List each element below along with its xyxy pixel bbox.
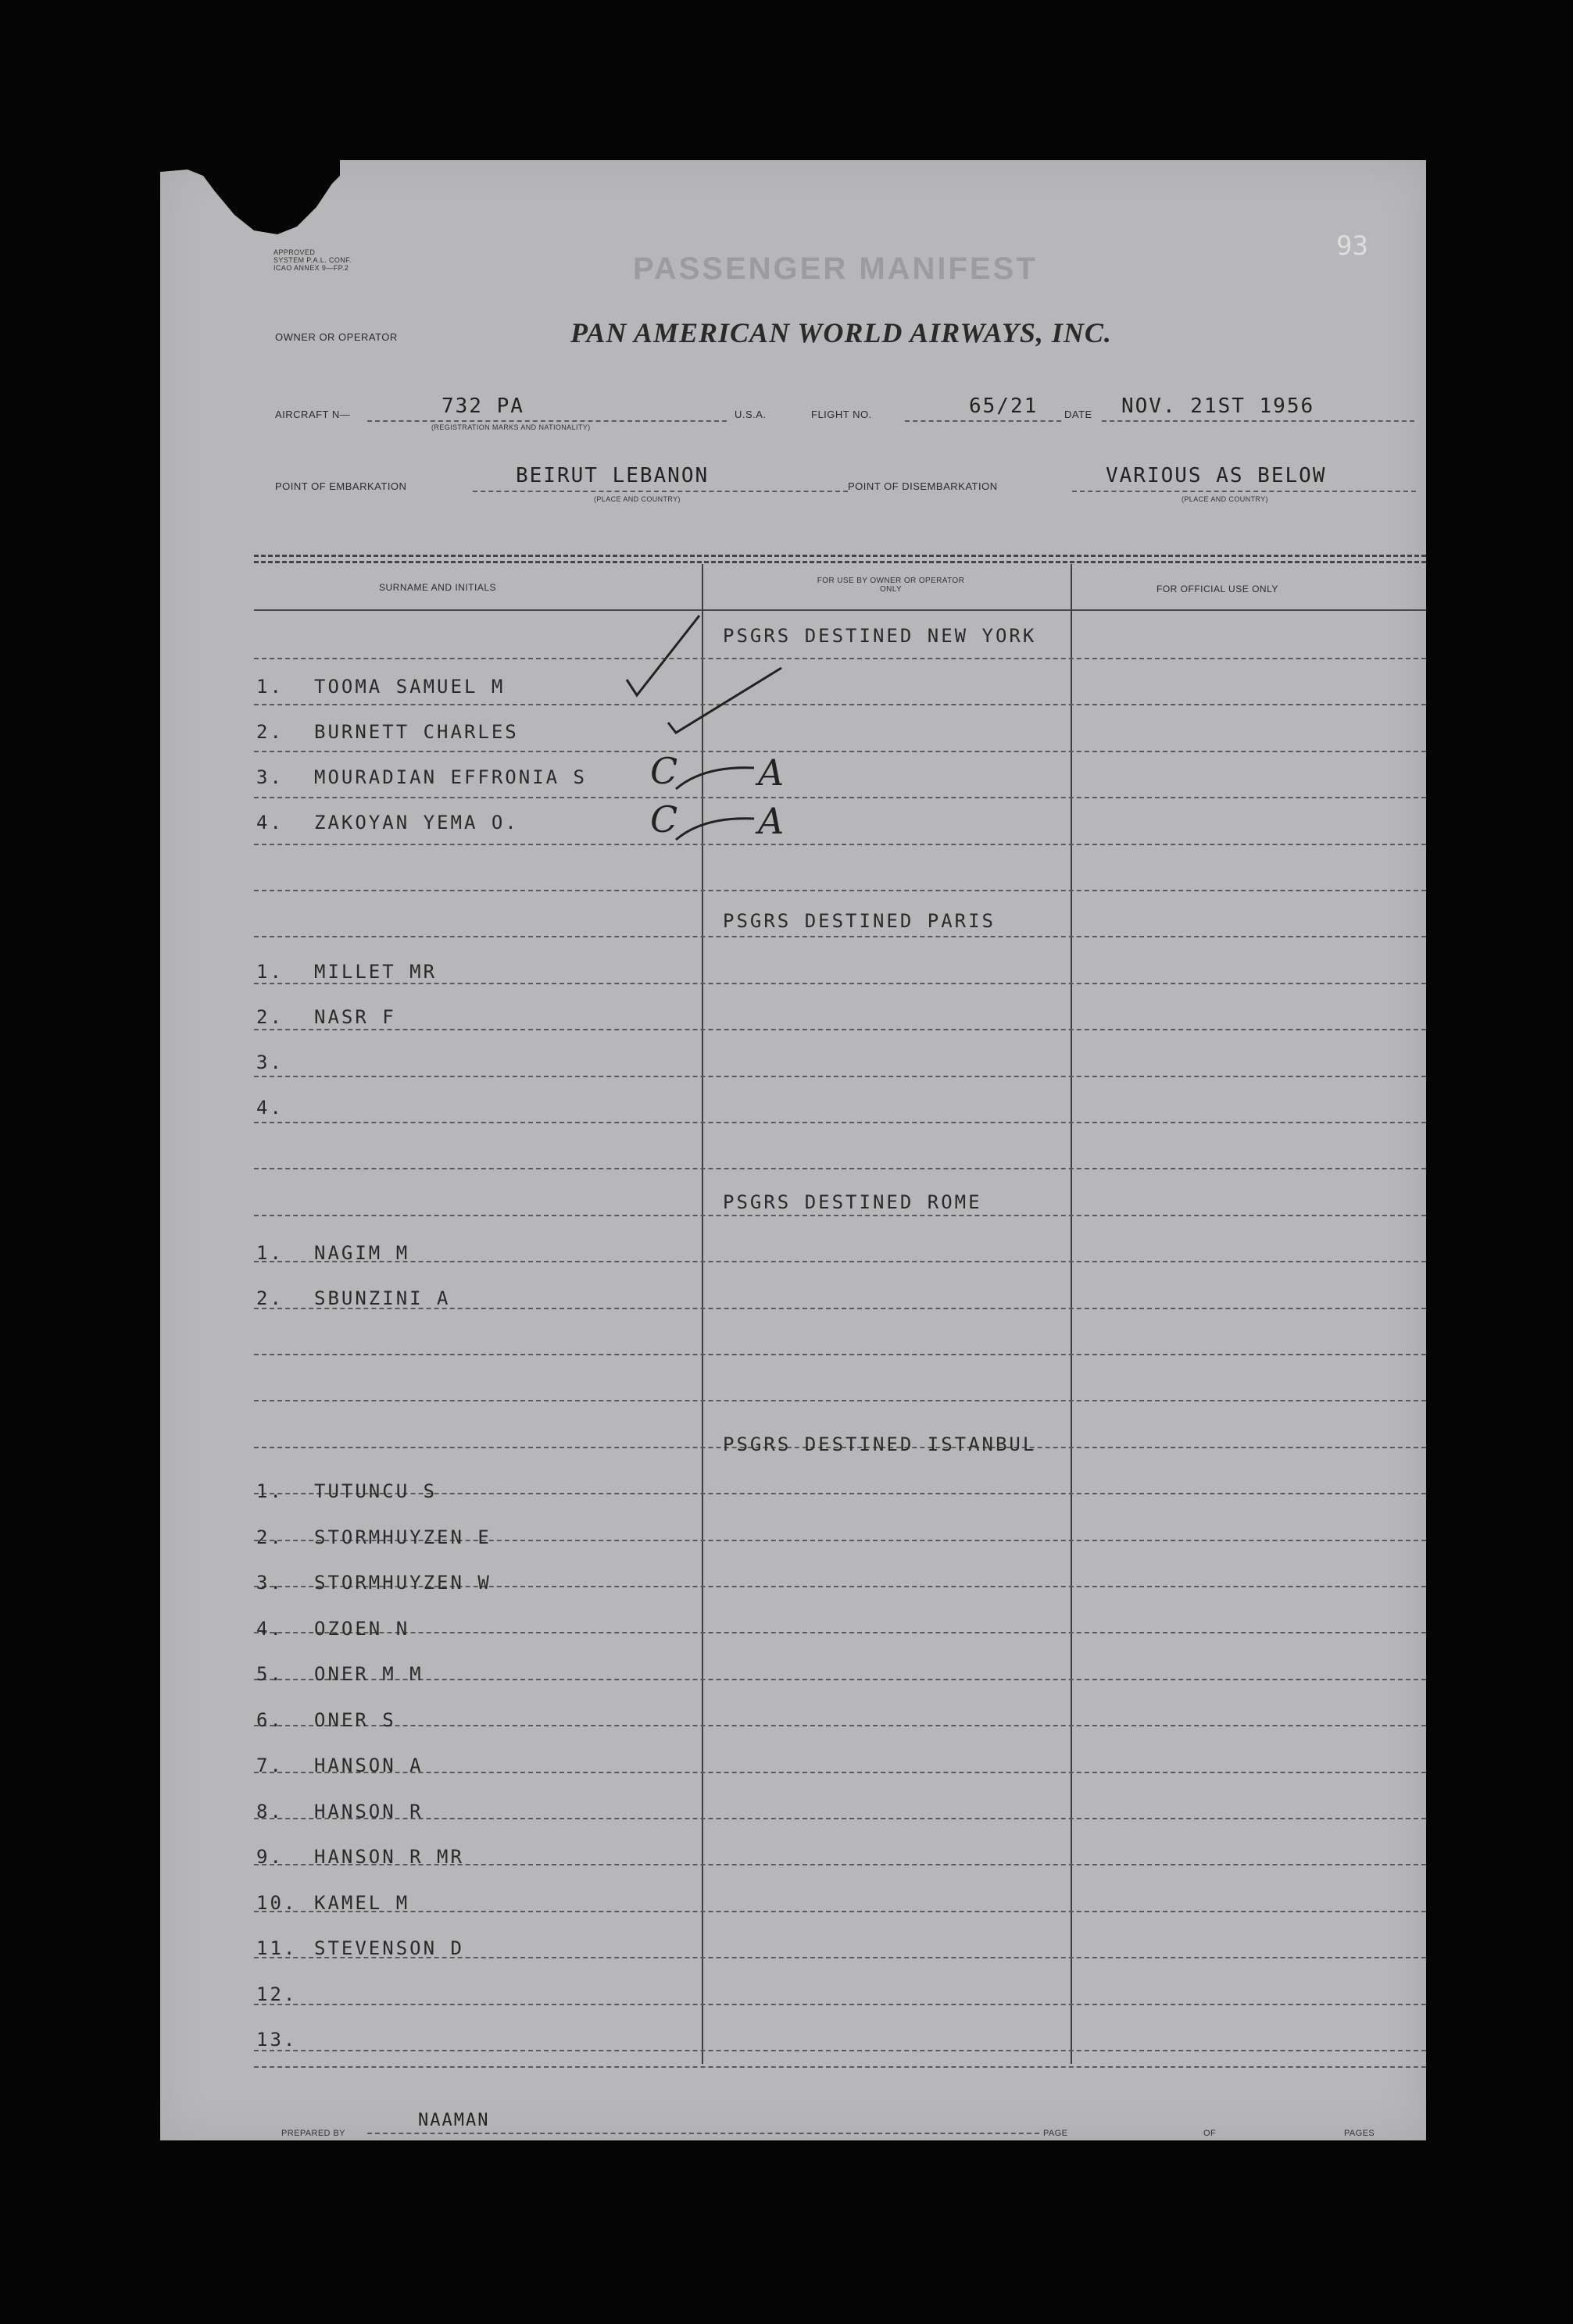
table-top-rule-2 <box>254 561 1426 563</box>
manifest-title: PASSENGER MANIFEST <box>633 252 1038 286</box>
row-rule <box>254 890 1426 891</box>
destination-heading: PSGRS DESTINED ISTANBUL <box>723 1433 1037 1455</box>
passenger-number: 7. <box>256 1755 284 1776</box>
embark-value: BEIRUT LEBANON <box>516 464 710 487</box>
passenger-number: 6. <box>256 1708 284 1731</box>
torn-corner <box>160 152 340 246</box>
flight-rule <box>905 420 1061 422</box>
passenger-name: ONER M M <box>314 1663 424 1685</box>
passenger-name: ZAKOYAN YEMA O. <box>314 812 519 834</box>
passenger-number: 4. <box>256 1617 284 1640</box>
passenger-name: HANSON R <box>314 1800 424 1822</box>
passenger-number: 1. <box>256 1480 284 1502</box>
row-rule <box>254 1725 1426 1726</box>
handwritten-stroke-1 <box>672 762 758 793</box>
date-value: NOV. 21ST 1956 <box>1121 394 1315 418</box>
passenger-number: 2. <box>256 1526 284 1548</box>
disembark-sub: (PLACE AND COUNTRY) <box>1182 495 1268 503</box>
row-rule <box>254 2066 1426 2068</box>
approval-note <box>273 248 352 272</box>
passenger-number: 1. <box>256 961 284 983</box>
row-rule <box>254 1400 1426 1401</box>
passenger-name: NASR F <box>314 1006 396 1028</box>
row-rule <box>254 1215 1426 1216</box>
company-name: PAN AMERICAN WORLD AIRWAYS, INC. <box>570 317 1112 348</box>
row-rule <box>254 1076 1426 1077</box>
row-rule <box>254 1772 1426 1773</box>
row-rule <box>254 1679 1426 1680</box>
passenger-number: 2. <box>256 1287 284 1309</box>
page-label: PAGE <box>1043 2129 1068 2138</box>
passenger-name: STEVENSON D <box>314 1937 464 1959</box>
aircraft-sub: (REGISTRATION MARKS AND NATIONALITY) <box>431 423 591 431</box>
row-rule <box>254 751 1426 752</box>
row-rule <box>254 936 1426 937</box>
passenger-number: 5. <box>256 1663 284 1685</box>
country-label: U.S.A. <box>735 409 767 420</box>
passenger-name: TUTUNCU S <box>314 1480 438 1502</box>
row-rule <box>254 1168 1426 1169</box>
header-bottom-rule <box>254 609 1426 611</box>
passenger-number: 11. <box>256 1937 298 1959</box>
passenger-number: 1. <box>256 1242 284 1264</box>
of-label: OF <box>1203 2129 1217 2138</box>
aircraft-rule <box>367 420 727 422</box>
col-surname-header: SURNAME AND INITIALS <box>379 582 497 593</box>
passenger-number: 3. <box>256 1572 284 1594</box>
passenger-name: OZOEN N <box>314 1617 410 1640</box>
col-owner-header: FOR USE BY OWNER OR OPERATOR ONLY <box>817 577 965 594</box>
date-rule <box>1102 420 1414 422</box>
aircraft-value: 732 PA <box>442 394 524 418</box>
passenger-name: MOURADIAN EFFRONIA S <box>314 766 587 788</box>
row-rule <box>254 1818 1426 1819</box>
table-top-rule <box>254 555 1426 557</box>
pages-label: PAGES <box>1344 2129 1375 2138</box>
row-rule <box>254 1911 1426 1912</box>
approval-line-2: SYSTEM P.A.L. CONF. <box>273 256 352 264</box>
row-rule <box>254 1632 1426 1633</box>
handwritten-mark-a-2: A <box>758 800 785 842</box>
passenger-name: SBUNZINI A <box>314 1287 451 1309</box>
col-divider-2 <box>1071 564 1072 2064</box>
passenger-name: HANSON A <box>314 1755 424 1776</box>
disembark-label: POINT OF DISEMBARKATION <box>848 480 998 492</box>
flight-value: 65/21 <box>969 394 1039 418</box>
embark-sub: (PLACE AND COUNTRY) <box>594 495 681 503</box>
handwritten-stroke-2 <box>672 812 758 844</box>
approval-line-3: ICAO ANNEX 9—FP.2 <box>273 264 349 272</box>
row-rule <box>254 1122 1426 1123</box>
embark-rule <box>473 491 848 492</box>
passenger-name: TOOMA SAMUEL M <box>314 676 506 698</box>
destination-heading: PSGRS DESTINED NEW YORK <box>723 625 1037 647</box>
disembark-value: VARIOUS AS BELOW <box>1106 464 1327 487</box>
passenger-number: 8. <box>256 1800 284 1822</box>
passenger-number: 3. <box>256 1051 284 1073</box>
passenger-number: 2. <box>256 721 284 743</box>
row-rule <box>254 1354 1426 1355</box>
embark-label: POINT OF EMBARKATION <box>275 480 407 492</box>
manifest-sheet <box>160 160 1426 2140</box>
passenger-number: 1. <box>256 676 284 698</box>
row-rule <box>254 844 1426 845</box>
check-marks <box>610 602 813 758</box>
prepared-rule <box>367 2133 1039 2134</box>
passenger-name: NAGIM M <box>314 1242 410 1264</box>
disembark-rule <box>1072 491 1416 492</box>
passenger-name: KAMEL M <box>314 1891 410 1914</box>
passenger-number: 3. <box>256 766 284 788</box>
passenger-name: BURNETT CHARLES <box>314 721 519 743</box>
row-rule <box>254 2050 1426 2051</box>
passenger-name: STORMHUYZEN E <box>314 1526 492 1548</box>
passenger-number: 9. <box>256 1846 284 1868</box>
row-rule <box>254 1029 1426 1030</box>
row-rule <box>254 797 1426 798</box>
passenger-number: 4. <box>256 812 284 834</box>
handwritten-mark-a-1: A <box>758 751 785 794</box>
owner-label: OWNER OR OPERATOR <box>275 331 398 343</box>
passenger-number: 4. <box>256 1097 284 1119</box>
row-rule <box>254 1261 1426 1262</box>
row-rule <box>254 704 1426 705</box>
row-rule <box>254 2004 1426 2005</box>
row-rule <box>254 983 1426 984</box>
destination-heading: PSGRS DESTINED ROME <box>723 1191 982 1213</box>
page-number: 93 <box>1336 230 1368 262</box>
destination-heading: PSGRS DESTINED PARIS <box>723 910 996 932</box>
passenger-name: MILLET MR <box>314 961 438 983</box>
passenger-number: 13. <box>256 2029 298 2051</box>
passenger-name: STORMHUYZEN W <box>314 1572 492 1594</box>
aircraft-label: AIRCRAFT N— <box>275 409 351 420</box>
row-rule <box>254 658 1426 659</box>
approval-line-1: APPROVED <box>273 248 316 256</box>
flight-label: FLIGHT NO. <box>811 409 872 420</box>
handwritten-mark-c-2: C <box>650 798 678 841</box>
col-official-header: FOR OFFICIAL USE ONLY <box>1157 584 1278 594</box>
prepared-label: PREPARED BY <box>281 2129 345 2138</box>
passenger-name: HANSON R MR <box>314 1846 464 1868</box>
passenger-number: 12. <box>256 1983 298 2005</box>
passenger-name: ONER S <box>314 1708 396 1731</box>
passenger-number: 10. <box>256 1891 298 1914</box>
date-label: DATE <box>1064 409 1092 420</box>
prepared-value: NAAMAN <box>418 2111 490 2130</box>
handwritten-mark-c-1: C <box>650 750 678 792</box>
passenger-number: 2. <box>256 1006 284 1028</box>
